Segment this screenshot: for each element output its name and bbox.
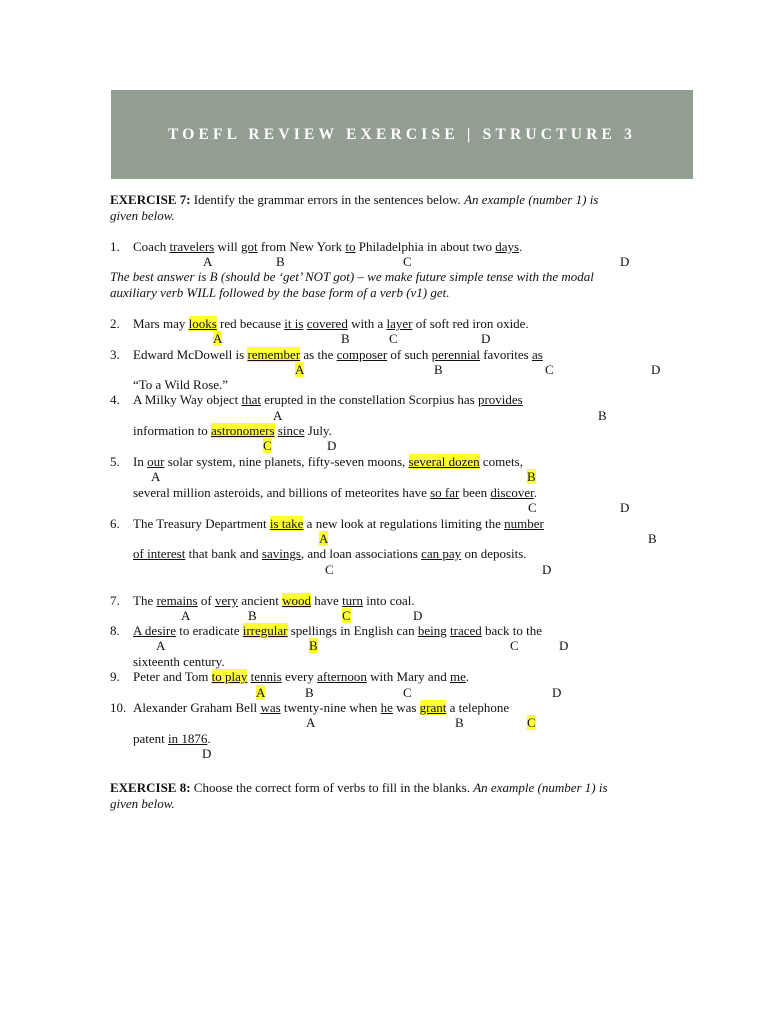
option-letter-a: A: [295, 362, 305, 377]
option-letter-d: D: [651, 362, 661, 377]
question-number: 4.: [110, 392, 120, 407]
answer-explanation: The best answer is B (should be ‘get’ NOT got) – we make future simple tense with the modal: [110, 269, 594, 284]
option-letter-a: A: [319, 531, 329, 546]
option-letter-b: B: [527, 469, 536, 484]
option-letter-b: B: [455, 715, 464, 730]
option-letter-a: A: [203, 254, 213, 269]
question-number: 3.: [110, 347, 120, 362]
option-letter-a: A: [156, 638, 166, 653]
question-text-cont: of interest that bank and savings, and loan associations can pay on deposits.: [133, 546, 527, 561]
option-letter-d: D: [542, 562, 552, 577]
option-letter-a: A: [151, 469, 161, 484]
option-letter-c: C: [510, 638, 519, 653]
option-letter-a: A: [213, 331, 223, 346]
question-number: 5.: [110, 454, 120, 469]
question-text: Coach travelers will got from New York to Philadelphia in about two days.: [133, 239, 523, 254]
option-letter-a: A: [306, 715, 316, 730]
option-letter-c: C: [325, 562, 334, 577]
option-letter-a: A: [181, 608, 191, 623]
option-letter-b: B: [276, 254, 285, 269]
question-text: In our solar system, nine planets, fifty-seven moons, several dozen comets,: [133, 454, 523, 469]
option-letter-c: C: [342, 608, 351, 623]
question-number: 9.: [110, 669, 120, 684]
question-text: The Treasury Department is take a new look at regulations limiting the number: [133, 516, 544, 531]
question-text: Mars may looks red because it is covered with a layer of soft red iron oxide.: [133, 316, 529, 331]
option-letter-b: B: [305, 685, 314, 700]
option-letter-c: C: [545, 362, 554, 377]
question-text-cont: several million asteroids, and billions of meteorites have so far been discover.: [133, 485, 537, 500]
question-number: 2.: [110, 316, 120, 331]
option-letter-d: D: [413, 608, 423, 623]
question-number: 10.: [110, 700, 127, 715]
option-letter-c: C: [389, 331, 398, 346]
question-text-cont: patent in 1876.: [133, 731, 211, 746]
title-banner: [111, 90, 693, 179]
question-text: The remains of very ancient wood have turn into coal.: [133, 593, 415, 608]
option-letter-d: D: [327, 438, 337, 453]
question-text-cont: “To a Wild Rose.”: [133, 377, 229, 392]
question-text: A desire to eradicate irregular spellings in English can being traced back to the: [133, 623, 543, 638]
option-letter-d: D: [202, 746, 212, 761]
option-letter-b: B: [648, 531, 657, 546]
option-letter-b: B: [341, 331, 350, 346]
option-letter-c: C: [403, 685, 412, 700]
exercise-7-instructions: EXERCISE 7: Identify the grammar errors in the sentences below. An example (number 1) is: [110, 192, 599, 207]
exercise-7-instructions-cont: given below.: [110, 208, 175, 223]
exercise-8-instructions: EXERCISE 8: Choose the correct form of verbs to fill in the blanks. An example (number 1) is: [110, 780, 608, 795]
question-number: 7.: [110, 593, 120, 608]
question-text-cont: information to astronomers since July.: [133, 423, 332, 438]
question-text: Peter and Tom to play tennis every afternoon with Mary and me.: [133, 669, 470, 684]
question-text: Alexander Graham Bell was twenty-nine when he was grant a telephone: [133, 700, 510, 715]
option-letter-b: B: [598, 408, 607, 423]
question-number: 8.: [110, 623, 120, 638]
page-title: TOEFL REVIEW EXERCISE | STRUCTURE 3: [167, 125, 637, 143]
option-letter-d: D: [552, 685, 562, 700]
option-letter-d: D: [481, 331, 491, 346]
question-text: Edward McDowell is remember as the composer of such perennial favorites as: [133, 347, 543, 362]
option-letter-b: B: [309, 638, 318, 653]
question-text: A Milky Way object that erupted in the constellation Scorpius has provides: [133, 392, 523, 407]
option-letter-c: C: [263, 438, 272, 453]
option-letter-b: B: [248, 608, 257, 623]
option-letter-a: A: [273, 408, 283, 423]
option-letter-c: C: [403, 254, 412, 269]
option-letter-d: D: [559, 638, 569, 653]
option-letter-a: A: [256, 685, 266, 700]
answer-explanation-cont: auxiliary verb WILL followed by the base form of a verb (v1) get.: [110, 285, 450, 300]
option-letter-c: C: [528, 500, 537, 515]
option-letter-d: D: [620, 254, 630, 269]
question-text-cont: sixteenth century.: [133, 654, 225, 669]
exercise-8-instructions-cont: given below.: [110, 796, 175, 811]
option-letter-d: D: [620, 500, 630, 515]
question-number: 6.: [110, 516, 120, 531]
question-number: 1.: [110, 239, 120, 254]
option-letter-b: B: [434, 362, 443, 377]
option-letter-c: C: [527, 715, 536, 730]
